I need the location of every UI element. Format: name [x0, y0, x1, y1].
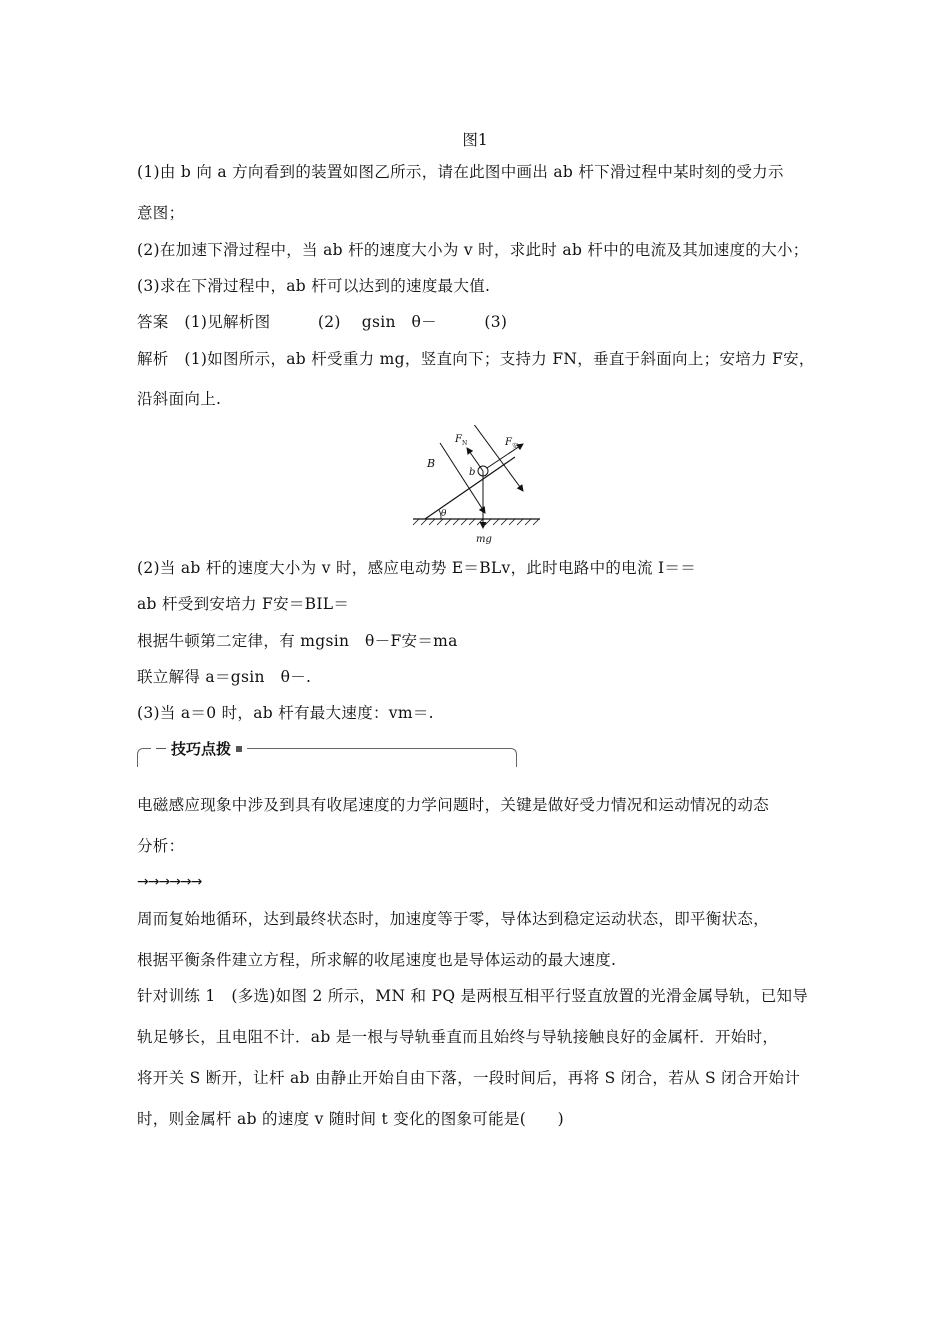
tips-line-3: 周而复始地循环，达到最终状态时，加速度等于零，导体达到稳定运动状态，即平衡状态， — [137, 910, 770, 928]
analysis-line-2: 沿斜面向上. — [137, 390, 222, 408]
figure-1-caption: 图1 — [462, 131, 488, 149]
tips-line-2: 分析： — [137, 837, 185, 855]
training-line-3: 将开关 S 断开，让杆 ab 由静止开始自由下落，一段时间后，再将 S 闭合，若从 S 闭合开始计 — [137, 1069, 801, 1087]
analysis-line-7: (3)当 a＝0 时，ab 杆有最大速度：vm＝. — [137, 704, 434, 722]
training-line-1: 针对训练 1 (多选)如图 2 所示，MN 和 PQ 是两根互相平行竖直放置的光滑金属导轨，已知导 — [137, 987, 809, 1005]
analysis-line-6: 联立解得 a＝gsin θ－. — [137, 668, 312, 686]
label-rod-b: b — [469, 467, 476, 478]
question-2: (2)在加速下滑过程中，当 ab 杆的速度大小为 v 时，求此时 ab 杆中的电流及其加速度的大小； — [137, 241, 809, 259]
question-1-line-1: (1)由 b 向 a 方向看到的装置如图乙所示，请在此图中画出 ab 杆下滑过程中某时刻的受力示 — [137, 163, 784, 181]
training-line-2: 轨足够长，且电阻不计．ab 是一根与导轨垂直而且始终与导轨接触良好的金属杆．开始时， — [137, 1028, 779, 1046]
label-b-field: B — [427, 457, 436, 470]
tips-heading-text: 技巧点拨 — [171, 740, 232, 758]
tips-line-1: 电磁感应现象中涉及到具有收尾速度的力学问题时，关键是做好受力情况和运动情况的动态 — [137, 796, 770, 814]
label-theta: θ — [441, 509, 447, 519]
tips-dash-decoration — [156, 748, 166, 749]
tips-arrow-chain: →→→→→→ — [137, 874, 202, 890]
label-normal-force: $F_N$ — [455, 434, 468, 447]
b-field-line-1 — [440, 443, 485, 513]
label-mg: mg — [476, 534, 492, 545]
training-line-4: 时，则金属杆 ab 的速度 v 随时间 t 变化的图象可能是( ) — [137, 1110, 565, 1128]
ground-hatch — [413, 519, 539, 525]
analysis-line-1: 解析 (1)如图所示，ab 杆受重力 mg，竖直向下；支持力 FN，垂直于斜面向上；安培力 F安， — [137, 350, 815, 368]
question-3: (3)求在下滑过程中，ab 杆可以达到的速度最大值. — [137, 277, 491, 295]
force-diagram — [405, 425, 545, 545]
tips-square-decoration — [236, 746, 242, 752]
question-1-line-2: 意图； — [137, 204, 185, 222]
label-ampere-force: $F_安$ — [505, 437, 518, 450]
tips-heading — [151, 738, 247, 759]
analysis-line-3: (2)当 ab 杆的速度大小为 v 时，感应电动势 E＝BLv，此时电路中的电流 I＝＝ — [137, 559, 697, 577]
answer-line: 答案 (1)见解析图 (2) gsin θ－ (3) — [137, 313, 508, 331]
tips-line-4: 根据平衡条件建立方程，所求解的收尾速度也是导体运动的最大速度. — [137, 951, 617, 969]
tips-box — [137, 735, 519, 767]
analysis-line-5: 根据牛顿第二定律，有 mgsin θ－F安＝ma — [137, 632, 458, 650]
analysis-line-4: ab 杆受到安培力 F安＝BIL＝ — [137, 595, 350, 613]
